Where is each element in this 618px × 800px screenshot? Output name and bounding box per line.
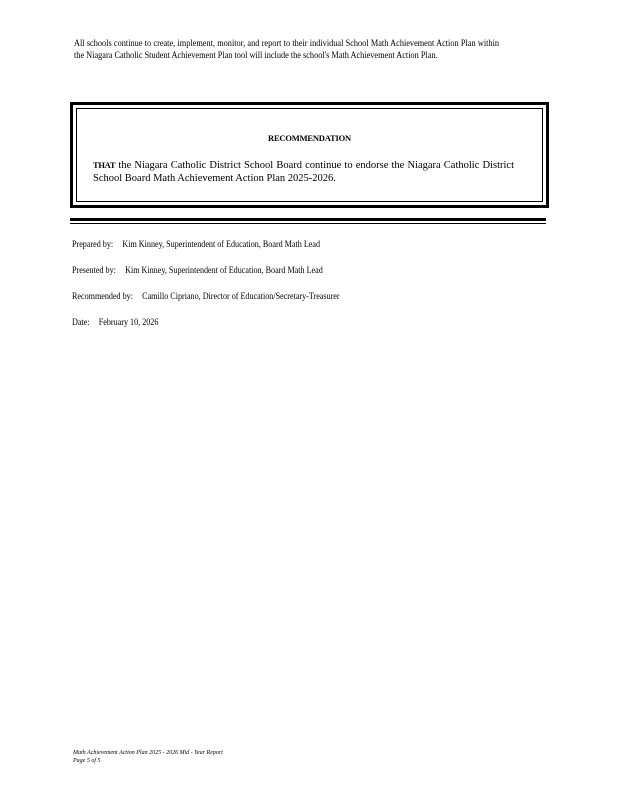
presented-by-line — [72, 265, 330, 275]
recommended-by-line — [72, 291, 347, 301]
recommendation-inner-border — [76, 108, 543, 202]
intro-paragraph: All schools continue to create, implement, monitor, and report to their individual School Math Achievement Action Plan within the Niagara Catholic Student Achievement Plan tool will include the school's Math Achievement Action Plan. — [74, 38, 500, 60]
section-divider-thin — [70, 223, 546, 224]
recommended-by-label: Recommended by: — [72, 291, 133, 301]
date-line — [72, 317, 166, 327]
recommendation-box — [70, 102, 549, 208]
prepared-by-line — [72, 239, 327, 249]
prepared-by-label: Prepared by: — [72, 239, 114, 249]
footer-page-number: Page 5 of 5 — [73, 758, 101, 764]
date-value: February 10, 2026 — [98, 317, 159, 327]
prepared-by-value: Kim Kinney, Superintendent of Education, Board Math Lead — [122, 239, 321, 249]
recommendation-title: RECOMMENDATION — [268, 133, 351, 143]
presented-by-value: Kim Kinney, Superintendent of Education, Board Math Lead — [125, 265, 323, 275]
recommendation-body: the Niagara Catholic District School Board continue to endorse the Niagara Catholic District School Board Math Achievement Action Plan 2025-2026. — [93, 160, 515, 184]
date-label: Date: — [72, 317, 90, 327]
recommended-by-value: Camillo Cipriano, Director of Education/Secretary-Treasurer — [142, 291, 340, 301]
section-divider-thick — [70, 218, 546, 221]
recommendation-text — [93, 159, 514, 185]
presented-by-label: Presented by: — [72, 265, 116, 275]
footer-title: Math Achievement Action Plan 2025 - 2026 Mid - Year Report — [73, 750, 223, 756]
recommendation-lead: THAT — [93, 160, 116, 170]
page-footer — [73, 749, 223, 765]
